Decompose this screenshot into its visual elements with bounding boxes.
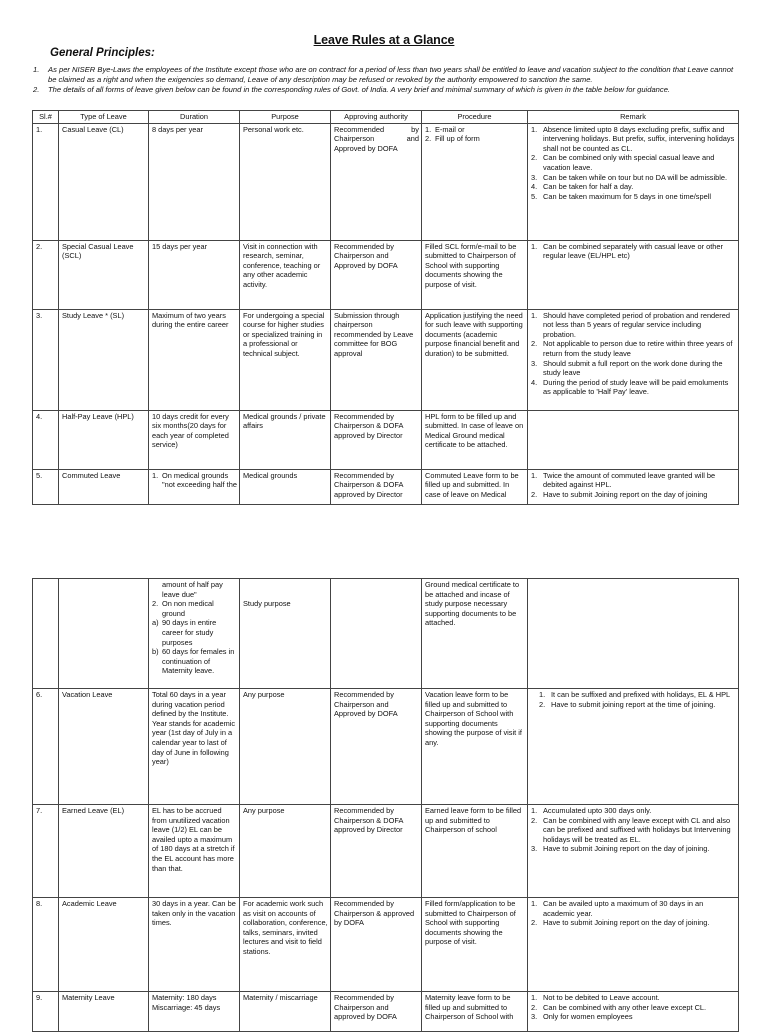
table-row: amount of half pay leave due" 2. On non medical ground a) 90 days in entire career for study purposes b) 60 days for females in continuation of Maternity leave. Study purpose Ground medical certificate to be attached and incase of study purpose necessary supporting documents to be attached. (33, 579, 739, 689)
table-row: 5. Commuted Leave 1. On medical grounds "not exceeding half the Medical grounds Recommended by Chairperson & DOFA approved by Director Commuted Leave form to be filled up and submitted. In case of leave on Medical 1. Twice the amount of commuted leave granted will be debited against HPL. 2. Have to submit Joining report on the day of joining (33, 469, 739, 504)
principles-list (33, 65, 739, 95)
table-row: 3. Study Leave * (SL) Maximum of two years during the entire career For undergoing a special course for higher studies or specialized training in a professional or technical subject. Submission through chairperson recommended by Leave committee for BOG approval Application justifying the need for such leave with supporting documents (academic purpose financial benefit and duration) to be submitted. 1. Should have completed period of probation and rendered not less than 5 years of regular service including probation. 2. Not applicable to person due to retire within three years of return from the study leave 3. Should submit a full report on the work done during the study leave 4. During the period of study leave will be paid emoluments as applicable to 'Half Pay' leave. (33, 309, 739, 410)
header-cell: Approving authority (331, 111, 422, 124)
header-cell: Remark (528, 111, 739, 124)
header-cell: Type of Leave (59, 111, 149, 124)
principle-item: 2. The details of all forms of leave given below can be found in the corresponding rules of Govt. of India. A very brief and minimal summary of which is given in the table below for guidance. (33, 85, 671, 94)
table-row: 7. Earned Leave (EL) EL has to be accrued from unutilized vacation leave (1/2) EL can be availed upto a maximum of 180 days at a stretch if the EL account has more than that. Any purpose Recommended by Chairperson & DOFA approved by Director Earned leave form to be filled up and submitted to Chairperson of school 1. Accumulated upto 300 days only. 2. Can be combined with any leave except with CL and also can be prefixed and suffixed with holidays but Intervening holidays will be treated as EL. 3. Have to submit Joining report on the day of joining. (33, 805, 739, 898)
general-principles-heading: General Principles: (50, 47, 155, 59)
page-title: Leave Rules at a Glance (313, 33, 455, 47)
header-cell: Procedure (422, 111, 528, 124)
table-row: 2. Special Casual Leave (SCL) 15 days per year Visit in connection with research, seminar, conference, teaching or any other academic activity. Recommended by Chairperson and Approved by DOFA Filled SCL form/e-mail to be submitted to Chairperson of School with supporting documents showing the purpose of visit. 1. Can be combined separately with casual leave or other regular leave (EL/HPL etc) (33, 240, 739, 309)
table-row: 8. Academic Leave 30 days in a year. Can be taken only in the vacation times. For academic work such as visit on accounts of collaboration, conference, talks, seminars, invited lectures and visit to field stations. Recommended by Chairperson & approved by DOFA Filled form/application to be submitted to Chairperson of School with supporting documents showing the purpose of visit. 1. Can be availed upto a maximum of 30 days in an academic year. 2. Have to submit Joining report on the day of joining. (33, 898, 739, 992)
document-page-2 (0, 540, 768, 1024)
header-cell: Purpose (240, 111, 331, 124)
header-cell: Duration (149, 111, 240, 124)
principle-item: 1. As per NISER Bye-Laws the employees of the Institute except those who are on contract for a period of less than two years shall be entitled to leave and vacation subject to the condition that Leave cannot be claimed as a right and when the exigencies so demand, Leave of any description may be refused or revoked by the authority empowered to sanction the same. (33, 65, 734, 84)
leave-rules-table-continued (32, 578, 739, 1032)
header-cell: Sl.# (33, 111, 59, 124)
table-header-row (33, 111, 739, 124)
table-row: 4. Half-Pay Leave (HPL) 10 days credit for every six months(20 days for each year of completed service) Medical grounds / private affairs Recommended by Chairperson & DOFA approved by Director HPL form to be filled up and submitted. In case of leave on Medical Ground medical certificate to be attached. (33, 410, 739, 469)
table-row: 1. Casual Leave (CL) 8 days per year Personal work etc. Recommended by Chairperson and Approved by DOFA 1. E-mail or 2. Fill up of form 1. Absence limited upto 8 days excluding prefix, suffix and intervening holidays. But prefix, suffix, intervening holidays shall not be counted as CL. 2. Can be combined only with special casual leave and vacation leave. 3. Can be taken while on tour but no DA will be admissible. 4. Can be taken for half a day. 5. Can be taken maximum for 5 days in one time/spell (33, 123, 739, 240)
table-row: 9. Maternity Leave Maternity: 180 days Miscarriage: 45 days Maternity / miscarriage Recommended by Chairperson and approved by DOFA Maternity leave form to be filled up and submitted to Chairperson of School with 1. Not to be debited to Leave account. 2. Can be combined with any other leave except CL. 3. Only for women employees (33, 992, 739, 1032)
table-row: 6. Vacation Leave Total 60 days in a year during vacation period defined by the Institute. Year stands for academic year (1st day of July in a calendar year to last of day of June in following year) Any purpose Recommended by Chairperson and Approved by DOFA Vacation leave form to be filled up and submitted to Chairperson of School with supporting documents showing the purpose of visit if any. 1. It can be suffixed and prefixed with holidays, EL & HPL 2. Have to submit joining report at the time of joining. (33, 689, 739, 805)
leave-rules-table (32, 110, 739, 505)
